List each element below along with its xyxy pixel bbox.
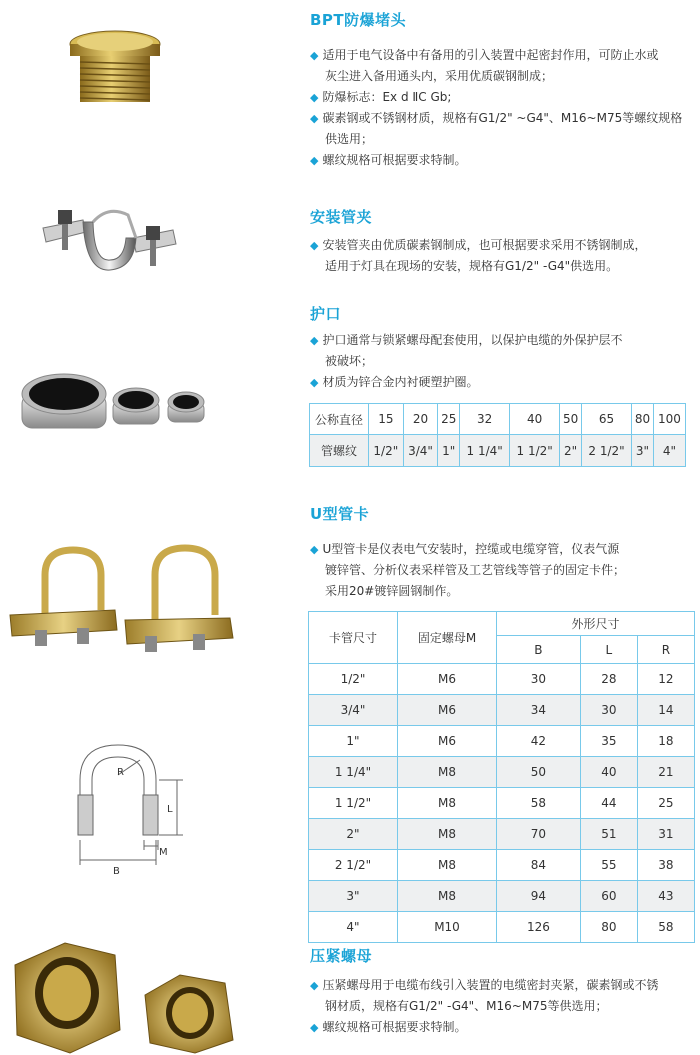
table-cell: 40 [580,757,637,788]
table-cell: 34 [497,695,581,726]
diamond-bullet-icon: ◆ [310,543,319,556]
table-cell: 2 1/2" [309,850,398,881]
table-cell: 28 [580,664,637,695]
table-row [309,664,695,695]
table-cell: 1" [438,435,460,467]
table-cell: 1 1/2" [510,435,560,467]
table-cell: 32 [460,404,510,435]
diagram-label-l: L [167,804,173,815]
table-cell: 4" [309,912,398,943]
bpt-description [310,45,682,171]
table-row [309,726,695,757]
ubolt-line-1b: 镀锌管、分析仪表采样管及工艺管线等管子的固定卡件； [325,563,626,577]
table-cell: 1" [309,726,398,757]
table-row [309,612,695,636]
table-row [309,788,695,819]
table-row [309,850,695,881]
table-cell: 18 [637,726,694,757]
bpt-line-2: 防爆标志：Ex d ⅡC Gb; [322,90,452,104]
table-cell: 60 [580,881,637,912]
bushing-description [310,330,622,393]
table-cell: 3/4" [309,695,398,726]
diagram-label-b: B [113,866,120,877]
table-header-cell: 公称直径 [310,404,369,435]
table-cell: 30 [580,695,637,726]
table-cell: 30 [497,664,581,695]
diamond-bullet-icon: ◆ [310,979,319,992]
table-cell: 43 [637,881,694,912]
table-cell: 65 [582,404,632,435]
bushing-title: 护口 [310,305,342,323]
table-cell: 55 [580,850,637,881]
ubolt-title: U型管卡 [310,505,370,523]
table-cell: 50 [560,404,582,435]
u-bolt-dimension-diagram [55,735,205,880]
bpt-title: BPT防爆堵头 [310,11,407,29]
table-cell: 1 1/4" [309,757,398,788]
table-header-cell: 卡管尺寸 [309,612,398,664]
clamp-title: 安装管夹 [310,208,373,226]
diamond-bullet-icon: ◆ [310,376,319,389]
table-cell: M8 [398,819,497,850]
table-cell: 3/4" [403,435,438,467]
table-cell: 1/2" [309,664,398,695]
table-cell: 12 [637,664,694,695]
bpt-line-1a: 适用于电气设备中有备用的引入装置中起密封作用，可防止水或 [322,48,659,62]
table-cell: M6 [398,664,497,695]
bushing-table [309,403,686,467]
table-cell: 2 1/2" [582,435,632,467]
bushing-line-1a: 护口通常与锁紧螺母配套使用，以保护电缆的外保护层不 [322,333,623,347]
diagram-label-r: R [117,767,124,778]
bushing-image [18,370,218,440]
table-cell: 58 [497,788,581,819]
table-cell: 42 [497,726,581,757]
diamond-bullet-icon: ◆ [310,49,319,62]
table-cell: 44 [580,788,637,819]
table-header-cell: R [637,636,694,664]
table-cell: M8 [398,757,497,788]
table-cell: 80 [632,404,654,435]
clamp-line-1b: 适用于灯具在现场的安装，规格有G1/2" -G4"供选用。 [325,259,619,273]
table-cell: 25 [637,788,694,819]
table-cell: 20 [403,404,438,435]
table-cell: 1 1/2" [309,788,398,819]
table-row [310,404,686,435]
table-header-cell: 外形尺寸 [497,612,695,636]
u-bolt-image [5,540,235,670]
ubolt-line-1c: 采用20#镀锌圆钢制作。 [325,584,459,598]
table-row [309,695,695,726]
bpt-line-4: 螺纹规格可根据要求特制。 [322,153,467,167]
table-cell: 58 [637,912,694,943]
diamond-bullet-icon: ◆ [310,1021,319,1034]
diamond-bullet-icon: ◆ [310,112,319,125]
table-cell: 1/2" [369,435,404,467]
nut-line-1b: 钢材质，规格有G1/2" -G4"、M16~M75等供选用； [325,999,608,1013]
bushing-line-2: 材质为锌合金内衬硬塑护圈。 [322,375,479,389]
ubolt-description [310,539,625,602]
table-cell: 3" [632,435,654,467]
table-cell: 1 1/4" [460,435,510,467]
diamond-bullet-icon: ◆ [310,154,319,167]
table-cell: 38 [637,850,694,881]
diamond-bullet-icon: ◆ [310,239,319,252]
nut-line-2: 螺纹规格可根据要求特制。 [322,1020,467,1034]
diamond-bullet-icon: ◆ [310,334,319,347]
table-cell: 21 [637,757,694,788]
table-cell: 2" [560,435,582,467]
table-row [309,757,695,788]
table-cell: 4" [653,435,685,467]
table-cell: M6 [398,726,497,757]
table-cell: 3" [309,881,398,912]
diagram-label-m: M [159,847,168,858]
table-cell: M8 [398,850,497,881]
table-cell: 94 [497,881,581,912]
pipe-clamp-image [38,200,178,280]
table-cell: 35 [580,726,637,757]
bpt-line-3a: 碳素钢或不锈钢材质，规格有G1/2" ~G4"、M16~M75等螺纹规格 [322,111,683,125]
table-cell: 15 [369,404,404,435]
table-cell: 100 [653,404,685,435]
nut-line-1a: 压紧螺母用于电缆布线引入装置的电缆密封夹紧，碳素钢或不锈 [322,978,659,992]
table-header-cell: 管螺纹 [310,435,369,467]
bpt-plug-image [60,22,170,112]
table-row [309,819,695,850]
table-cell: M8 [398,788,497,819]
table-cell: 14 [637,695,694,726]
diamond-bullet-icon: ◆ [310,91,319,104]
compression-nut-image [5,935,245,1055]
ubolt-line-1a: U型管卡是仪表电气安装时，控缆或电缆穿管，仪表气源 [322,542,620,556]
table-cell: 84 [497,850,581,881]
nut-title: 压紧螺母 [310,947,373,965]
table-cell: 70 [497,819,581,850]
table-row [309,912,695,943]
table-header-cell: L [580,636,637,664]
clamp-line-1a: 安装管夹由优质碳素钢制成，也可根据要求采用不锈钢制成， [322,238,647,252]
table-row [310,435,686,467]
bpt-line-1b: 灰尘进入备用通头内，采用优质碳钢制成； [325,69,554,83]
nut-description [310,975,658,1038]
clamp-description [310,235,646,277]
table-cell: 51 [580,819,637,850]
table-cell: 80 [580,912,637,943]
table-cell: 40 [510,404,560,435]
bushing-line-1b: 被破坏； [325,354,374,368]
table-cell: M6 [398,695,497,726]
ubolt-table [308,611,695,943]
table-cell: 126 [497,912,581,943]
table-cell: 25 [438,404,460,435]
table-cell: M8 [398,881,497,912]
table-header-cell: B [497,636,581,664]
table-row [309,881,695,912]
table-header-cell: 固定螺母M [398,612,497,664]
table-cell: 2" [309,819,398,850]
table-cell: 31 [637,819,694,850]
table-cell: M10 [398,912,497,943]
table-cell: 50 [497,757,581,788]
bpt-line-3b: 供选用； [325,132,374,146]
